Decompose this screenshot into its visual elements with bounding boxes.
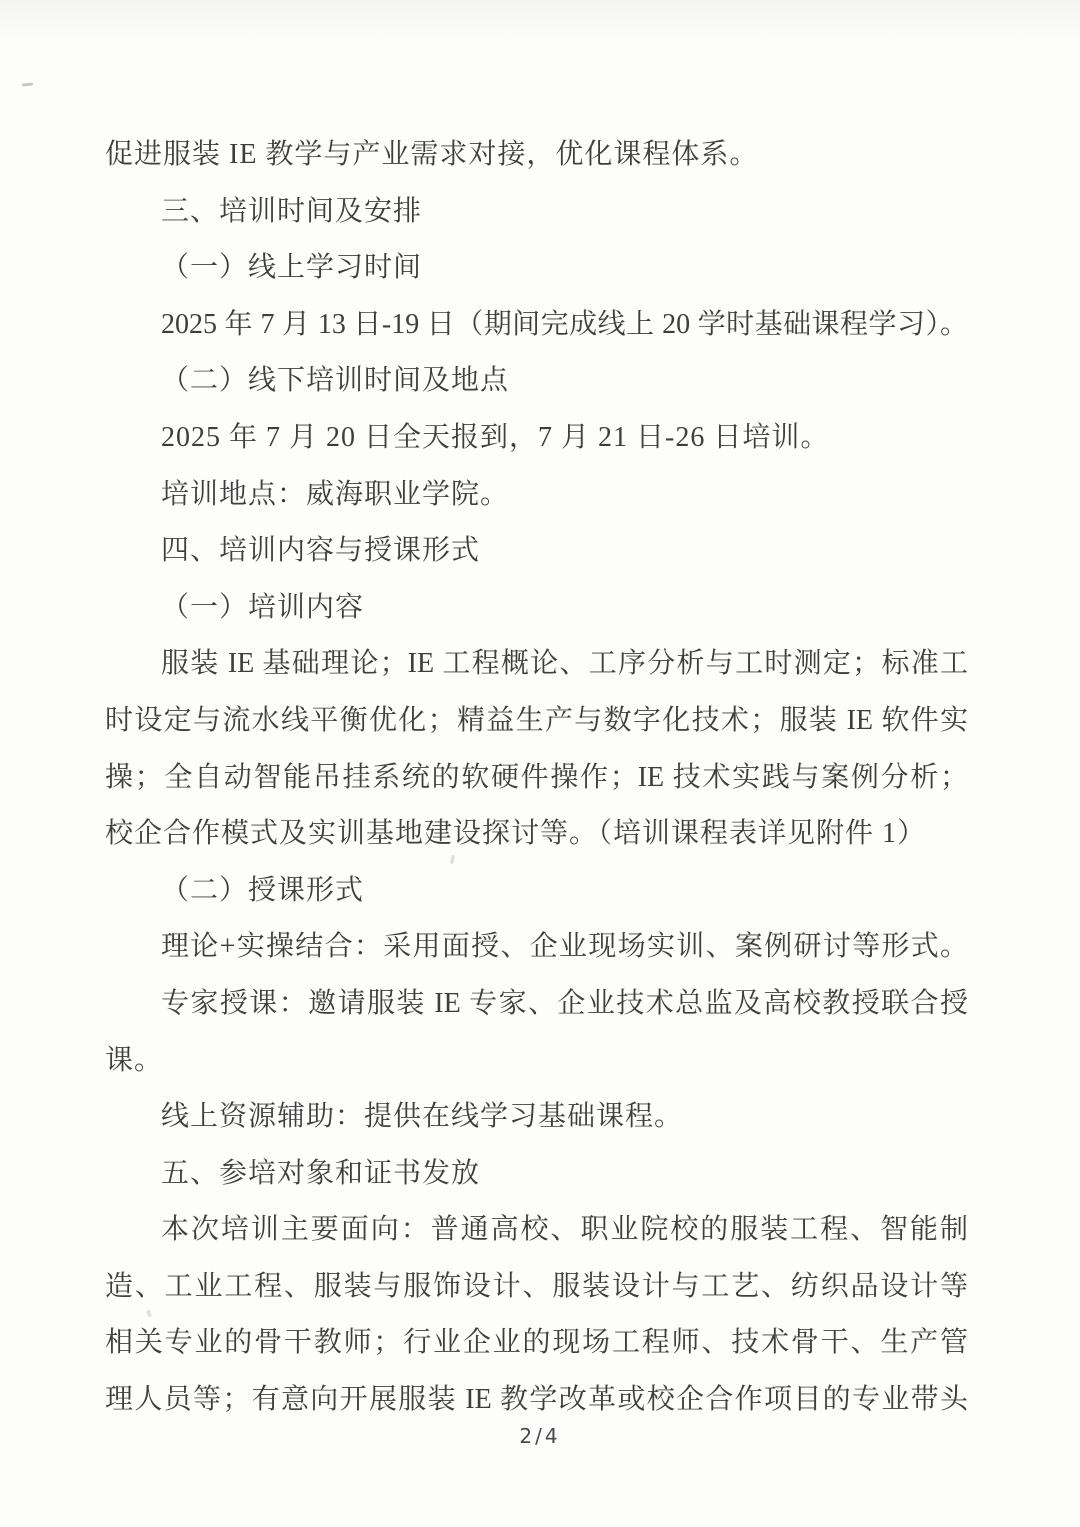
document-line: 理论+实操结合：采用面授、企业现场实训、案例研讨等形式。 — [161, 931, 968, 963]
document-line: （一）培训内容 — [161, 591, 365, 623]
document-line: 理人员等；有意向开展服装 IE 教学改革或校企合作项目的专业带头 — [105, 1384, 968, 1416]
document-line: 三、培训时间及安排 — [161, 195, 423, 227]
document-line: 时设定与流水线平衡优化；精益生产与数字化技术；服装 IE 软件实 — [105, 704, 968, 736]
document-line: 培训地点：威海职业学院。 — [161, 478, 510, 510]
document-line: 线上资源辅助：提供在线学习基础课程。 — [161, 1101, 684, 1133]
document-line: 校企合作模式及实训基地建设探讨等。（培训课程表详见附件 1） — [105, 818, 927, 850]
page-footer — [0, 1424, 1080, 1448]
document-line: 本次培训主要面向：普通高校、职业院校的服装工程、智能制 — [161, 1214, 968, 1246]
document-line: 2025 年 7 月 13 日-19 日（期间完成线上 20 学时基础课程学习）。 — [161, 308, 968, 340]
document-line: （二）线下培训时间及地点 — [161, 365, 510, 397]
document-body — [105, 127, 968, 1429]
document-line: 服装 IE 基础理论；IE 工程概论、工序分析与工时测定；标准工 — [161, 648, 968, 680]
document-line: （二）授课形式 — [161, 874, 365, 906]
document-line: （一）线上学习时间 — [161, 252, 423, 284]
scan-artifact-dash — [22, 82, 33, 86]
document-line: 造、工业工程、服装与服饰设计、服装设计与工艺、纺织品设计等 — [105, 1270, 968, 1302]
document-line: 课。 — [105, 1044, 164, 1076]
document-line: 五、参培对象和证书发放 — [161, 1157, 481, 1189]
document-line: 专家授课：邀请服装 IE 专家、企业技术总监及高校教授联合授 — [161, 987, 968, 1019]
document-line: 四、培训内容与授课形式 — [161, 535, 481, 567]
document-line: 促进服装 IE 教学与产业需求对接，优化课程体系。 — [105, 139, 759, 170]
scan-shading — [0, 0, 1080, 40]
document-line: 操；全自动智能吊挂系统的软硬件操作；IE 技术实践与案例分析； — [105, 761, 968, 793]
document-line: 相关专业的骨干教师；行业企业的现场工程师、技术骨干、生产管 — [105, 1327, 968, 1359]
document-line: 2025 年 7 月 20 日全天报到，7 月 21 日-26 日培训。 — [161, 421, 830, 453]
page-number: 2/4 — [519, 1424, 561, 1448]
